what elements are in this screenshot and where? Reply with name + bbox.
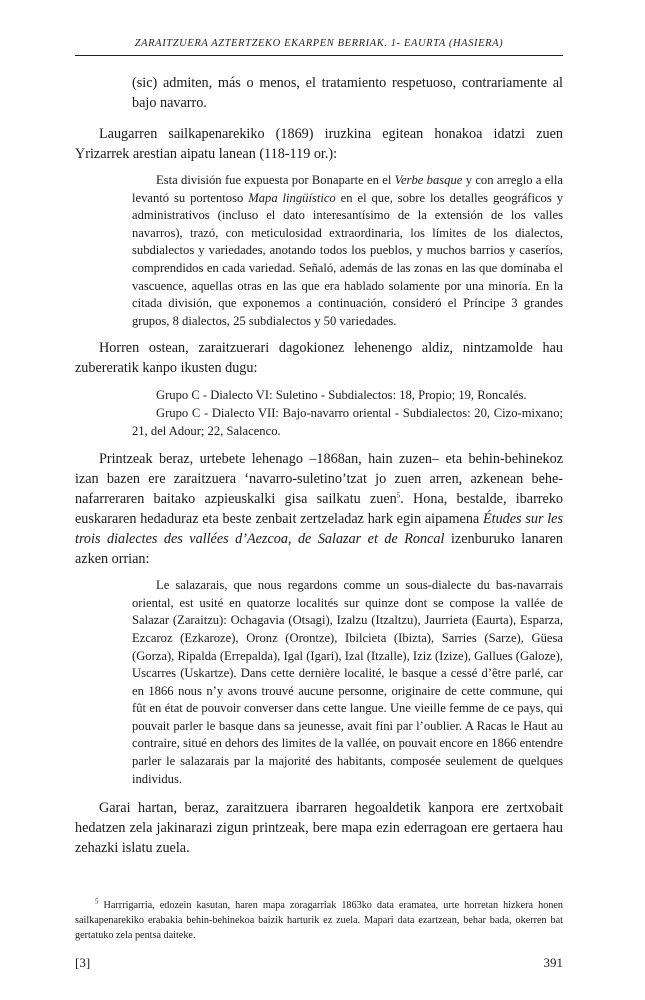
body-paragraph-4: Garai hartan, beraz, zaraitzuera ibarraren hegoaldetik kanpora ere zertxobait hedatzen zela jakinarazi zigun printzeak, bere mapa ezin ederragoan ere gertaera hau zehazki islatu zuela.	[75, 800, 563, 857]
header-rule	[75, 55, 563, 56]
quote-line-2: Grupo C - Dialecto VII: Bajo-navarro oriental - Subdialectos: 20, Cizo-mixano; 21, del Adour; 22, Salacenco.	[132, 405, 563, 438]
italic-work-title: Études sur les trois dialectes des vallées d’Aezcoa, de Salazar et de Roncal	[75, 511, 563, 548]
paragraph-text: . Hona, bestalde, ibarreko euskararen hedaduraz eta beste zenbait zertzeladaz hark egin aipamena	[75, 491, 564, 528]
body-paragraph-3	[75, 449, 563, 569]
footnote-marker: 5	[95, 897, 99, 906]
block-quote-2	[75, 387, 563, 440]
block-quote-1	[75, 172, 563, 330]
quote-paragraph: Le salazarais, que nous regardons comme un sous-dialecte du bas-navarrais oriental, est usité en quatorze localités sur quinze dont se compose la vallée de Salazar (Zaraitzu): Ochagavia (Otsagi), Izalzu (Itzaltzu), Jaurrieta (Eaurta), Esparza, Ezcaroz (Ezkaroze), Oronz (Orontze), Ibilcieta (Ibizta), Sarries (Sarze), Güesa (Gorza), Ripalda (Errepalda), Igal (Igari), Izal (Itzalle), Iziz (Izize), Gallues (Galoze), Uscarres (Uskartze). Dans cette dernière localité, le basque a cessé d’être parlé, car en 1866 nous n’y avons trouvé aucune personne, originaire de cette commune, qui fût en état de pouvoir converser dans cette langue. Une vieille femme de ce pays, qui pouvait parler le basque dans sa jeunesse, avait fini par l’oublier. A Racas le Haut au contraire, situé en dehors des limites de la vallée, on pouvait encore en 1866 entendre parler le salazarais par la majorité des habitants, composée seulement de quelques individus.	[132, 578, 563, 786]
continued-paragraph: (sic) admiten, más o menos, el tratamiento respetuoso, contrariamente al bajo navarro.	[132, 75, 563, 111]
quote-text: y con arreglo a ella levantó su portentoso	[132, 173, 563, 205]
footnote-paragraph	[75, 898, 563, 943]
quote-italic-title: Verbe basque	[394, 173, 463, 187]
footnote-ref: 5	[396, 491, 401, 500]
quote-text: Esta división fue expuesta por Bonaparte en el	[156, 173, 395, 187]
quote-paragraph	[132, 172, 563, 330]
main-text	[75, 73, 563, 858]
quote-text: en el que, sobre los detalles geográficos y administrativos (incluso el dato interesantísimo de la extensión de los valles navarros), trazó, con meticulosidad extraordinaria, los límites de los dialectos, subdialectos y variedades, anotando todos los pueblos, y muchos barrios y caseríos, comprendidos en cada variedad. Señaló, además de las zonas en las que dominaba el vascuence, aquellas otras en las que era hablado solamente por una minoría. En la citada división, que exponemos a continuación, consideró el Príncipe 3 grandes grupos, 8 dialectos, 25 subdialectos y 50 variedades.	[132, 190, 563, 328]
footnote	[75, 898, 563, 943]
running-header: ZARAITZUERA AZTERTZEKO EKARPEN BERRIAK. 1- EAURTA (HASIERA)	[134, 38, 504, 49]
paragraph-text: Printzeak beraz, urtebete lehenago –1868an, hain zuzen– eta behin-behinekoz izan bazen ere zaraitzuera ‘navarro-suletino’tzat jo zuen arren, azkenean behe-nafarreraren baitako azpieuskalki gisa sailkatu zuen	[75, 451, 563, 508]
block-quote-3	[75, 577, 563, 788]
quote-italic-title: Mapa lingüístico	[248, 190, 336, 205]
footnote-text: Harrrigarria, edozein kasutan, haren mapa zoragarriak 1863ko data eramatea, urte horretan hizkera honen sailkapenarekiko erabakia behin-behinekoa baizik harturik ez zuela. Mapari data ezartzean, behar bada, okerren bat gertatuko zela pentsa daiteke.	[75, 900, 563, 941]
quote-line-1: Grupo C - Dialecto VI: Suletino - Subdialectos: 18, Propio; 19, Roncalés.	[156, 388, 527, 403]
body-paragraph-2: Horren ostean, zaraitzuerari dagokionez lehenengo aldiz, nintzamolde hau zubereratik kanpo ikusten dugu:	[75, 340, 563, 377]
footer-section-number: [3]	[75, 955, 91, 970]
body-paragraph-1: Laugarren sailkapenarekiko (1869) iruzkina egitean honakoa idatzi zuen Yrizarrek arestian aipatu lanean (118-119 or.):	[75, 126, 563, 162]
paragraph-text: izenburuko lanaren azken orrian:	[75, 531, 563, 568]
page-number: 391	[543, 955, 563, 970]
